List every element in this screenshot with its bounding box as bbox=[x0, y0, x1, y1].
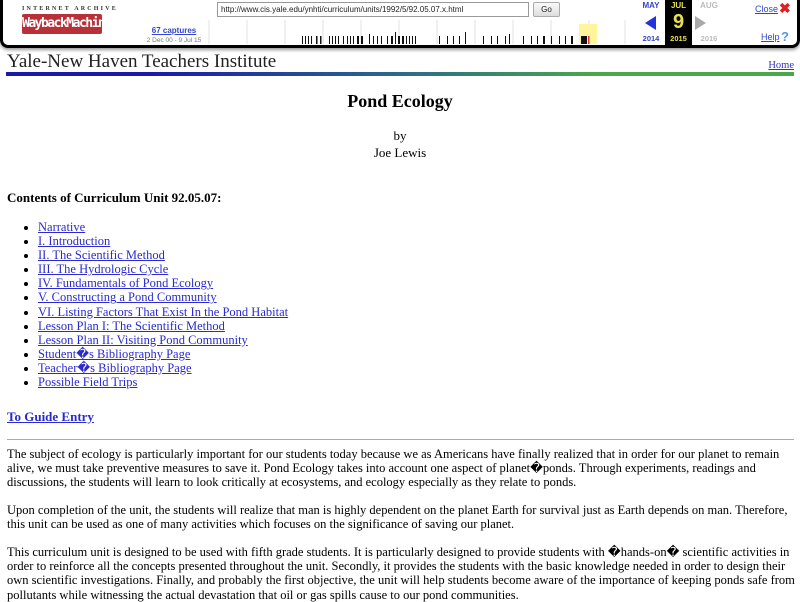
toc-link-introduction[interactable]: I. Introduction bbox=[38, 234, 111, 249]
author-name: Joe Lewis bbox=[373, 145, 427, 160]
next-month: AUG bbox=[700, 1, 718, 10]
table-of-contents bbox=[0, 220, 288, 389]
toc-link-teacher-bibliography[interactable]: Teacher�s Bibliography Page bbox=[38, 360, 192, 375]
toc-link-lesson-plan-2[interactable]: Lesson Plan II: Visiting Pond Community bbox=[38, 332, 248, 347]
toc-link-narrative[interactable]: Narrative bbox=[38, 220, 86, 234]
divider bbox=[7, 439, 794, 440]
toc-link-student-bibliography[interactable]: Student�s Bibliography Page bbox=[38, 346, 191, 361]
toc-link-fundamentals[interactable]: IV. Fundamentals of Pond Ecology bbox=[38, 276, 214, 291]
close-link[interactable]: Close bbox=[755, 4, 779, 14]
current-month: JUL bbox=[670, 1, 687, 10]
toc-item bbox=[38, 361, 288, 375]
page-title: Pond Ecology bbox=[347, 91, 453, 111]
toc-item bbox=[38, 375, 288, 389]
prev-year: 2014 bbox=[642, 34, 660, 43]
url-input[interactable] bbox=[217, 2, 529, 17]
byline-by: by bbox=[393, 128, 407, 143]
site-title: Yale-New Haven Teachers Institute bbox=[7, 51, 277, 72]
toc-item bbox=[38, 220, 288, 234]
toc-link-listing-factors[interactable]: VI. Listing Factors That Exist In the Pond Habitat bbox=[38, 304, 289, 319]
captures-sparkline[interactable] bbox=[207, 20, 627, 44]
next-capture[interactable] bbox=[691, 0, 727, 46]
toc-item bbox=[38, 248, 288, 262]
home-link[interactable]: Home bbox=[768, 60, 794, 71]
captures-range: 2 Dec 00 - 9 Jul 15 bbox=[146, 37, 202, 44]
narrative-paragraph: Upon completion of the unit, the students will realize that man is highly dependent on the planet Earth for survival just as Earth depends on man. Therefore, this unit can be used as one of many activities which focuses on the significance of saving our planet. bbox=[7, 503, 788, 532]
help-icon[interactable]: ? bbox=[781, 29, 789, 44]
next-year: 2016 bbox=[700, 34, 718, 43]
next-arrow-icon[interactable] bbox=[695, 16, 706, 30]
toc-link-scientific-method[interactable]: II. The Scientific Method bbox=[38, 248, 165, 263]
wayback-toolbar bbox=[0, 0, 800, 48]
prev-month: MAY bbox=[642, 1, 660, 10]
captures-link[interactable]: 67 captures bbox=[151, 26, 197, 35]
current-capture bbox=[665, 0, 692, 46]
wayback-logo[interactable]: WaybackMachine bbox=[22, 14, 102, 34]
help-link[interactable]: Help bbox=[761, 32, 780, 42]
toc-item bbox=[38, 333, 288, 347]
contents-heading: Contents of Curriculum Unit 92.05.07: bbox=[7, 190, 222, 205]
toc-item bbox=[38, 276, 288, 290]
current-year: 2015 bbox=[670, 34, 687, 43]
prev-arrow-icon[interactable] bbox=[645, 16, 656, 30]
toc-link-field-trips[interactable]: Possible Field Trips bbox=[38, 375, 138, 390]
internet-archive-label: INTERNET ARCHIVE bbox=[22, 6, 118, 12]
toc-link-hydrologic-cycle[interactable]: III. The Hydrologic Cycle bbox=[38, 262, 169, 277]
prev-capture[interactable] bbox=[633, 0, 669, 46]
guide-entry-link[interactable]: To Guide Entry bbox=[7, 409, 94, 424]
narrative-paragraph: This curriculum unit is designed to be used with fifth grade students. It is particularly designed to provide students with �hands-on� scientific activities in order to reinforce all the concepts presented throughout the unit. Secondly, it provides the students with the basic knowledge needed in order to design their own scientific investigations. Finally, and probably the first objective, the unit will help students become aware of the importance of keeping ponds safe from pollutants while witnessing the actual devastation that oil or gas spills cause to our pond communities. bbox=[7, 545, 795, 602]
toc-item bbox=[38, 347, 288, 361]
close-icon[interactable]: ✖ bbox=[779, 0, 791, 16]
toc-item bbox=[38, 262, 288, 276]
toc-item bbox=[38, 319, 288, 333]
go-button[interactable]: Go bbox=[533, 2, 560, 17]
toc-link-lesson-plan-1[interactable]: Lesson Plan I: The Scientific Method bbox=[38, 318, 225, 333]
toc-link-constructing[interactable]: V. Constructing a Pond Community bbox=[38, 290, 217, 305]
captures-info bbox=[143, 26, 205, 44]
toc-item bbox=[38, 234, 288, 248]
header-gradient-rule bbox=[6, 72, 794, 76]
toc-item bbox=[38, 305, 288, 319]
toc-item bbox=[38, 290, 288, 304]
narrative-paragraph: The subject of ecology is particularly important for our students today because we as Americans have finally realized that in order for our planet to remain alive, we must take preventive measures to save it. Pond Ecology takes into account one aspect of planet�ponds. Through experiments, readings and discussions, the students will learn to look critically at ecosystems, and ecology especially as they relate to ponds. bbox=[7, 447, 780, 490]
current-day: 9 bbox=[672, 11, 685, 33]
